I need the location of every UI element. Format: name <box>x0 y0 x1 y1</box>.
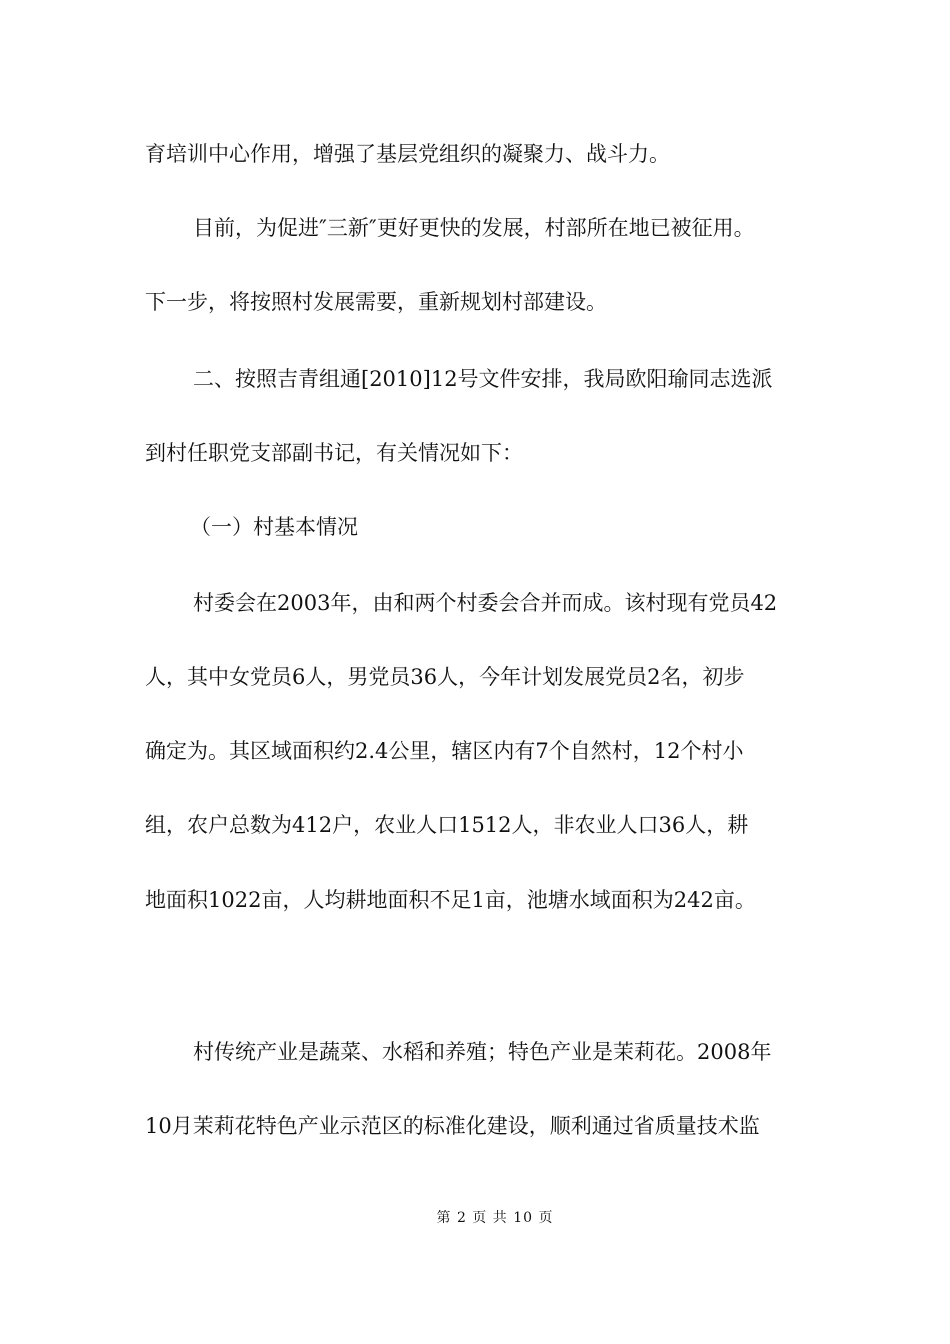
text-line-1: 育培训中心作用，增强了基层党组织的凝聚力、战斗力。 <box>145 142 670 166</box>
text-line-12: 村传统产业是蔬菜、水稻和养殖；特色产业是茉莉花。2008年 <box>193 1040 772 1064</box>
text-line-10: 组，农户总数为412户，农业人口1512人，非农业人口36人，耕 <box>145 813 749 837</box>
text-line-13: 10月茉莉花特色产业示范区的标准化建设，顺利通过省质量技术监 <box>145 1114 760 1138</box>
section-heading: （一）村基本情况 <box>190 515 358 539</box>
text-line-4: 二、按照吉青组通[2010]12号文件安排，我局欧阳瑜同志选派 <box>193 367 773 391</box>
text-line-5: 到村任职党支部副书记，有关情况如下： <box>145 441 523 465</box>
text-line-3: 下一步，将按照村发展需要，重新规划村部建设。 <box>145 290 607 314</box>
text-line-9: 确定为。其区域面积约2.4公里，辖区内有7个自然村，12个村小 <box>145 739 744 763</box>
text-line-7: 村委会在2003年，由和两个村委会合并而成。该村现有党员42 <box>193 591 778 615</box>
text-line-11: 地面积1022亩，人均耕地面积不足1亩，池塘水域面积为242亩。 <box>145 888 756 912</box>
page-number-footer: 第 2 页 共 10 页 <box>436 1210 554 1226</box>
text-line-8: 人，其中女党员6人，男党员36人，今年计划发展党员2名，初步 <box>145 665 745 689</box>
text-line-2: 目前，为促进″三新″更好更快的发展，村部所在地已被征用。 <box>193 216 755 240</box>
